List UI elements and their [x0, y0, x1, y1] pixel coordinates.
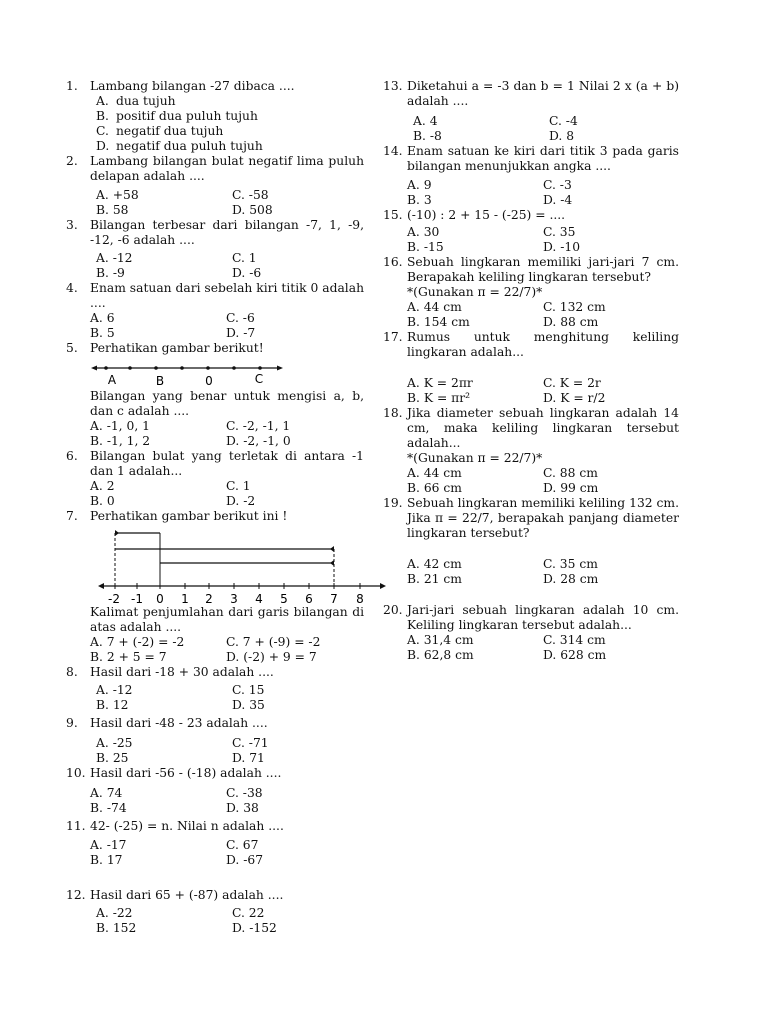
question-number: 19.: [383, 496, 403, 510]
question-number: 18.: [383, 406, 403, 420]
options: [90, 683, 364, 713]
option-b: B. 0: [90, 494, 115, 508]
option-a: A. -17: [90, 838, 127, 852]
question-number: 17.: [383, 330, 403, 344]
options: [90, 251, 364, 281]
point-label-zero: 0: [205, 374, 213, 388]
question-11: [66, 819, 364, 868]
question-number: 20.: [383, 603, 403, 617]
question-stem: Hasil dari -18 + 30 adalah ....: [90, 665, 274, 679]
tick-label: 3: [230, 592, 238, 605]
option-c: C. 35 cm: [543, 557, 598, 571]
option-c: C. -2, -1, 1: [226, 419, 291, 433]
question-19: [383, 496, 679, 587]
option-b: B. 154 cm: [407, 315, 470, 329]
options: [407, 114, 679, 144]
tick-label: 0: [156, 592, 164, 605]
question-stem: Jari-jari sebuah lingkaran adalah 10 cm. Keliling lingkaran tersebut adalah...: [407, 603, 679, 632]
question-number: 4.: [66, 281, 78, 295]
number-line-5: [66, 356, 296, 389]
question-13: [383, 79, 679, 144]
option-a: A. -25: [96, 736, 133, 750]
option-d: D. -6: [232, 266, 262, 280]
option-a: A. 9: [407, 178, 432, 192]
option-a: A. K = 2πr: [407, 376, 473, 390]
question-number: 10.: [66, 766, 86, 780]
options: [407, 225, 679, 255]
option-a: A. 7 + (-2) = -2: [90, 635, 185, 649]
options: [90, 311, 364, 341]
option-a: A. -12: [96, 251, 133, 265]
question-stem-continued: Bilangan yang benar untuk mengisi a, b, dan c adalah ....: [90, 389, 364, 418]
option-d: D. 38: [226, 801, 259, 815]
option-b: B. 25: [96, 751, 129, 765]
option-c: C. -4: [549, 114, 578, 128]
option-letter: D.: [96, 139, 110, 153]
options: [90, 786, 364, 816]
option-c: C. 15: [232, 683, 265, 697]
option-letter: A.: [96, 94, 109, 108]
question-stem: Enam satuan ke kiri dari titik 3 pada garis bilangan menunjukkan angka ....: [407, 144, 679, 173]
tick-label: -2: [108, 592, 120, 605]
option-a: A. 31,4 cm: [407, 633, 474, 647]
question-number: 1.: [66, 79, 78, 93]
question-stem: Bilangan bulat yang terletak di antara -1 dan 1 adalah...: [90, 449, 364, 478]
options: [90, 838, 364, 868]
question-stem: (-10) : 2 + 15 - (-25) = ....: [407, 208, 566, 222]
point-label-b: B: [155, 374, 165, 388]
question-number: 2.: [66, 154, 78, 168]
question-stem: Hasil dari -56 - (-18) adalah ....: [90, 766, 282, 780]
question-17: [383, 330, 679, 406]
question-number: 7.: [66, 509, 78, 523]
question-stem: Hasil dari 65 + (-87) adalah ....: [90, 888, 284, 902]
options: [407, 466, 679, 496]
option-d: D. 88 cm: [543, 315, 599, 329]
option-d: D. 35: [232, 698, 265, 712]
option-b: B. 3: [407, 193, 432, 207]
number-line-figure-5: [66, 356, 364, 389]
option-c: C. K = 2r: [543, 376, 601, 390]
right-column: [383, 79, 679, 663]
option-d: D. 8: [549, 129, 575, 143]
question-10: [66, 766, 364, 816]
option-d: D. -2: [226, 494, 256, 508]
options: [90, 736, 364, 766]
option-c: C. -71: [232, 736, 269, 750]
question-12: [66, 888, 364, 936]
option-c: C. 132 cm: [543, 300, 606, 314]
option-text: negatif dua tujuh: [116, 124, 224, 138]
option-d: D. -7: [226, 326, 256, 340]
option-d: D. (-2) + 9 = 7: [226, 650, 317, 664]
option-a: A. 44 cm: [407, 466, 462, 480]
option-d: [96, 139, 364, 154]
option-c: C. -58: [232, 188, 269, 202]
tick-label: 7: [330, 592, 338, 605]
question-15: [383, 208, 679, 255]
option-b: B. K = πr²: [407, 391, 471, 405]
options: [407, 633, 679, 663]
question-number: 12.: [66, 888, 86, 902]
question-16: [383, 255, 679, 330]
option-b: B. -9: [96, 266, 125, 280]
question-18: [383, 406, 679, 496]
question-7: [66, 509, 364, 665]
option-a: A. 42 cm: [407, 557, 462, 571]
option-b: B. -1, 1, 2: [90, 434, 151, 448]
question-stem: Enam satuan dari sebelah kiri titik 0 adalah ....: [90, 281, 364, 310]
option-c: C. 1: [226, 479, 251, 493]
option-b: [96, 109, 364, 124]
option-d: D. 508: [232, 203, 273, 217]
question-stem: Lambang bilangan bulat negatif lima puluh delapan adalah ....: [90, 154, 364, 183]
question-stem: Rumus untuk menghitung keliling lingkaran adalah...: [407, 330, 679, 359]
option-d: D. -67: [226, 853, 264, 867]
option-a: A. 74: [90, 786, 123, 800]
left-column: [66, 79, 364, 936]
question-4: [66, 281, 364, 341]
question-stem: Lambang bilangan -27 dibaca ....: [90, 79, 295, 93]
options: [90, 94, 364, 154]
tick-label: 2: [205, 592, 213, 605]
question-20: [383, 603, 679, 663]
option-d: D. -152: [232, 921, 277, 935]
question-number: 15.: [383, 208, 403, 222]
option-b: B. 152: [96, 921, 137, 935]
question-stem: 42- (-25) = n. Nilai n adalah ....: [90, 819, 284, 833]
question-1: [66, 79, 364, 154]
option-c: C. -3: [543, 178, 572, 192]
option-b: B. 5: [90, 326, 115, 340]
question-stem-continued: Kalimat penjumlahan dari garis bilangan di atas adalah ....: [90, 605, 364, 634]
option-c: C. -38: [226, 786, 263, 800]
tick-label: 8: [356, 592, 364, 605]
option-b: B. 17: [90, 853, 123, 867]
option-text: positif dua puluh tujuh: [116, 109, 258, 123]
question-stem: Perhatikan gambar berikut ini !: [90, 509, 288, 523]
option-d: D. 28 cm: [543, 572, 599, 586]
option-c: C. 67: [226, 838, 259, 852]
option-b: B. 21 cm: [407, 572, 462, 586]
option-a: A. 6: [90, 311, 115, 325]
question-number: 16.: [383, 255, 403, 269]
option-a: A. 30: [407, 225, 440, 239]
option-b: B. 58: [96, 203, 129, 217]
question-note: *(Gunakan π = 22/7)*: [407, 285, 543, 299]
option-b: B. 2 + 5 = 7: [90, 650, 167, 664]
options: [407, 300, 679, 330]
option-a: [96, 94, 364, 109]
question-number: 11.: [66, 819, 86, 833]
option-c: [96, 124, 364, 139]
option-d: D. -4: [543, 193, 573, 207]
question-note: *(Gunakan π = 22/7)*: [407, 451, 543, 465]
options: [90, 906, 364, 936]
tick-label: 1: [181, 592, 189, 605]
option-a: A. 44 cm: [407, 300, 462, 314]
options: [90, 635, 364, 665]
options: [90, 419, 364, 449]
point-label-c: C: [254, 372, 264, 386]
option-d: D. 99 cm: [543, 481, 599, 495]
option-d: D. 71: [232, 751, 265, 765]
tick-label: -1: [131, 592, 143, 605]
question-3: [66, 218, 364, 281]
option-c: C. 7 + (-9) = -2: [226, 635, 321, 649]
question-stem: Diketahui a = -3 dan b = 1 Nilai 2 x (a + b) adalah ....: [407, 79, 679, 108]
options: [407, 557, 679, 587]
question-stem: Hasil dari -48 - 23 adalah ....: [90, 716, 268, 730]
question-number: 6.: [66, 449, 78, 463]
number-line-7: [66, 527, 396, 605]
option-d: D. K = r/2: [543, 391, 606, 405]
options: [407, 376, 679, 406]
option-b: B. 12: [96, 698, 129, 712]
options: [90, 188, 364, 218]
question-5: [66, 341, 364, 449]
option-c: C. 314 cm: [543, 633, 606, 647]
option-a: A. 4: [413, 114, 438, 128]
option-c: C. 1: [232, 251, 257, 265]
question-number: 3.: [66, 218, 78, 232]
option-b: B. 66 cm: [407, 481, 462, 495]
option-d: D. -2, -1, 0: [226, 434, 291, 448]
point-label-a: A: [107, 373, 117, 387]
question-6: [66, 449, 364, 509]
option-text: negatif dua puluh tujuh: [116, 139, 263, 153]
number-line-figure-7: [66, 527, 364, 605]
option-c: C. -6: [226, 311, 255, 325]
option-letter: B.: [96, 109, 109, 123]
question-number: 14.: [383, 144, 403, 158]
question-number: 8.: [66, 665, 78, 679]
option-b: B. -8: [413, 129, 442, 143]
tick-label: 5: [280, 592, 288, 605]
option-b: B. -15: [407, 240, 444, 254]
options: [407, 178, 679, 208]
question-stem: Jika diameter sebuah lingkaran adalah 14 cm, maka keliling lingkaran tersebut adalah...: [407, 406, 679, 450]
option-a: A. +58: [96, 188, 139, 202]
option-text: dua tujuh: [116, 94, 176, 108]
options: [90, 479, 364, 509]
question-number: 9.: [66, 716, 78, 730]
question-stem: Sebuah lingkaran memiliki keliling 132 cm. Jika π = 22/7, berapakah panjang diameter lingkaran tersebut?: [407, 496, 679, 540]
option-a: A. -12: [96, 683, 133, 697]
question-stem: Sebuah lingkaran memiliki jari-jari 7 cm. Berapakah keliling lingkaran tersebut?: [407, 255, 679, 284]
option-a: A. 2: [90, 479, 115, 493]
question-8: [66, 665, 364, 713]
option-d: D. -10: [543, 240, 581, 254]
tick-label: 4: [255, 592, 263, 605]
question-2: [66, 154, 364, 218]
question-stem: Bilangan terbesar dari bilangan -7, 1, -9, -12, -6 adalah ....: [90, 218, 364, 247]
tick-label: 6: [305, 592, 313, 605]
question-14: [383, 144, 679, 208]
option-a: A. -1, 0, 1: [90, 419, 150, 433]
option-a: A. -22: [96, 906, 133, 920]
question-number: 5.: [66, 341, 78, 355]
option-c: C. 88 cm: [543, 466, 598, 480]
option-letter: C.: [96, 124, 109, 138]
question-9: [66, 716, 364, 766]
option-d: D. 628 cm: [543, 648, 607, 662]
question-stem: Perhatikan gambar berikut!: [90, 341, 264, 355]
question-number: 13.: [383, 79, 403, 93]
option-b: B. -74: [90, 801, 127, 815]
option-c: C. 22: [232, 906, 265, 920]
option-b: B. 62,8 cm: [407, 648, 474, 662]
option-c: C. 35: [543, 225, 576, 239]
